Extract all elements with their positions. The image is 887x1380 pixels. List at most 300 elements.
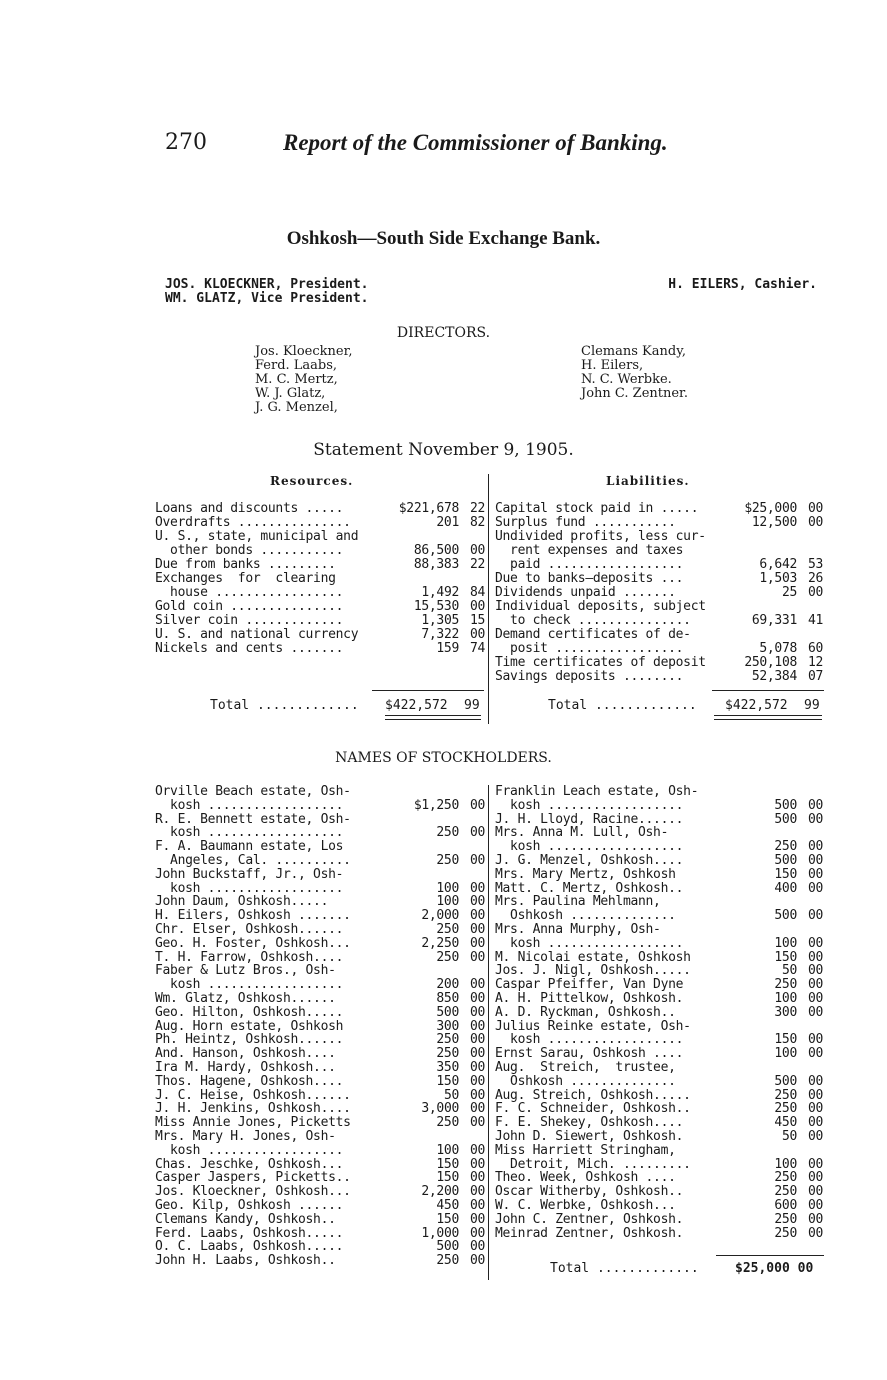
resources-double-rule [385,715,481,720]
entry-cents: 00 [807,1198,823,1213]
liabilities-total-rule [712,690,824,691]
entry-label: kosh .................. [155,977,344,993]
entry-dollars: 50 [781,963,797,979]
entry-label: O. C. Laabs, Oshkosh..... [155,1239,344,1255]
entry-label: F. E. Shekey, Oshkosh.... [495,1115,684,1131]
resources-row [155,586,485,600]
page-number: 270 [165,130,207,155]
stockholder-row [155,1130,485,1144]
entry-label: Jos. Kloeckner, Oshkosh... [155,1184,351,1200]
entry-label: other bonds ........... [155,543,344,558]
liabilities-row [495,642,823,656]
entry-label: Wm. Glatz, Oshkosh...... [155,991,336,1006]
entry-label: Silver coin ............. [155,613,344,628]
director-name: M. C. Mertz, [255,372,338,387]
entry-label: J. H. Lloyd, Racine...... [495,811,684,827]
entry-label: posit ................. [495,641,684,656]
entry-cents: 00 [469,894,485,910]
entry-label: paid .................. [495,557,684,572]
entry-cents: 00 [469,949,485,965]
director-name: Clemans Kandy, [581,344,686,359]
entry-cents: 00 [469,1115,485,1131]
stockholder-row [155,992,485,1006]
entry-dollars: 69,331 [751,613,797,628]
entry-label: Time certificates of deposit [495,655,706,670]
stockholder-row [155,785,485,799]
entry-label: A. H. Pittelkow, Oshkosh. [495,991,684,1006]
entry-cents: 00 [469,1060,485,1075]
entry-cents: 00 [469,797,485,813]
resources-total-cents: 99 [464,698,480,713]
entry-cents: 22 [469,557,485,572]
stockholder-row [495,1130,823,1144]
stockholders-heading: NAMES OF STOCKHOLDERS. [335,750,552,766]
entry-label: Capital stock paid in ..... [495,501,699,516]
entry-dollars: 250 [774,977,797,993]
entry-cents: 00 [807,1156,823,1172]
entry-label: M. Nicolai estate, Oshkosh [495,949,691,965]
entry-label: T. H. Farrow, Oshkosh.... [155,949,344,965]
entry-dollars: 500 [436,1239,459,1255]
entry-label: John Daum, Oshkosh..... [155,894,329,910]
stockholder-row [495,799,823,813]
statement-column-divider [488,474,489,724]
director-name: John C. Zentner. [581,386,688,401]
entry-label: Miss Harriett Stringham, [495,1142,676,1158]
entry-cents: 07 [807,669,823,684]
entry-dollars: 25 [781,585,797,600]
entry-label: John H. Laabs, Oshkosh.. [155,1253,336,1269]
entry-dollars: 250 [774,1101,797,1117]
resources-row [155,614,485,628]
entry-cents: 12 [807,655,823,670]
entry-cents: 00 [807,1129,823,1144]
directors-right-list [581,345,688,401]
entry-dollars: 500 [774,797,797,813]
director-name: W. J. Glatz, [255,386,326,401]
resources-total-label: Total ............. [210,698,359,713]
entry-label: kosh .................. [155,880,344,896]
entry-label: John C. Zentner, Oshkosh. [495,1211,684,1227]
entry-label: Theo. Week, Oshkosh .... [495,1170,676,1186]
stockholder-row [155,868,485,882]
entry-dollars: 500 [774,811,797,827]
director-name: J. G. Menzel, [255,400,338,415]
stockholder-row [155,1144,485,1158]
entry-label: to check ............... [495,613,691,628]
entry-cents: 00 [469,1046,485,1062]
resources-row [155,642,485,656]
entry-label: Casper Jaspers, Picketts.. [155,1170,351,1186]
stockholders-column-divider [488,785,489,1280]
entry-cents: 00 [807,1115,823,1131]
entry-cents: 00 [469,935,485,951]
entry-label: Aug. Streich, trustee, [495,1060,676,1075]
entry-label: Savings deposits ........ [495,669,684,684]
entry-dollars: 1,492 [421,585,459,600]
stockholder-row [495,854,823,868]
entry-label: Overdrafts ............... [155,515,351,530]
stockholder-row [155,799,485,813]
entry-dollars: 201 [436,515,459,530]
entry-cents: 00 [469,880,485,896]
entry-cents: 00 [807,866,823,882]
resources-row [155,572,485,586]
entry-dollars: 250,108 [744,655,797,670]
entry-label: A. D. Ryckman, Oshkosh.. [495,1004,676,1020]
entry-cents: 00 [469,1225,485,1241]
liabilities-total-label: Total ............. [548,698,697,713]
stockholder-row [495,1061,823,1075]
entry-cents: 00 [807,1087,823,1103]
entry-cents: 00 [469,1198,485,1213]
entry-cents: 00 [469,627,485,642]
entry-label: Loans and discounts ..... [155,501,344,516]
entry-label: Oscar Witherby, Oshkosh.. [495,1184,684,1200]
entry-label: kosh .................. [155,825,344,841]
liabilities-row [495,516,823,530]
liabilities-row [495,558,823,572]
entry-label: U. S. and national currency [155,627,359,642]
resources-total-rule [372,690,484,691]
entry-cents: 00 [469,1184,485,1200]
stockholder-row [495,992,823,1006]
entry-label: Geo. Kilp, Oshkosh ...... [155,1198,344,1213]
entry-cents: 00 [469,1018,485,1034]
entry-dollars: 52,384 [751,669,797,684]
entry-dollars: 7,322 [421,627,459,642]
entry-dollars: 2,200 [421,1184,459,1200]
entry-cents: 00 [807,963,823,979]
entry-cents: 00 [469,853,485,868]
entry-cents: 00 [807,839,823,855]
entry-dollars: 2,250 [421,935,459,951]
entry-cents: 84 [469,585,485,600]
entry-label: Chr. Elser, Oshkosh...... [155,922,344,937]
entry-cents: 00 [469,1004,485,1020]
director-name: H. Eilers, [581,358,644,373]
stockholder-row [495,1144,823,1158]
entry-dollars: 150 [436,1156,459,1172]
entry-dollars: 500 [774,853,797,868]
entry-cents: 00 [469,977,485,993]
report-title: Report of the Commissioner of Banking. [283,130,668,155]
entry-cents: 00 [469,1101,485,1117]
entry-label: Meinrad Zentner, Oshkosh. [495,1225,684,1241]
entry-cents: 00 [807,1032,823,1048]
entry-dollars: 5,078 [759,641,797,656]
entry-dollars: 250 [774,839,797,855]
liabilities-row [495,530,823,544]
entry-dollars: 250 [774,1184,797,1200]
entry-label: Geo. H. Foster, Oshkosh... [155,935,351,951]
entry-label: Detroit, Mich. ......... [495,1156,691,1172]
entry-dollars: 150 [436,1211,459,1227]
directors-heading: DIRECTORS. [396,325,491,341]
entry-label: Aug. Streich, Oshkosh..... [495,1087,691,1103]
entry-dollars: 100 [436,880,459,896]
liabilities-row [495,586,823,600]
entry-dollars: 450 [436,1198,459,1213]
entry-dollars: 150 [774,866,797,882]
entry-label: Dividends unpaid ....... [495,585,676,600]
entry-label: Undivided profits, less cur- [495,529,706,544]
statement-title: Statement November 9, 1905. [313,440,574,460]
entry-cents: 00 [807,1004,823,1020]
entry-label: H. Eilers, Oshkosh ....... [155,908,351,924]
entry-cents: 00 [469,1073,485,1089]
entry-label: Faber & Lutz Bros., Osh- [155,963,336,979]
entry-label: kosh .................. [495,1032,684,1048]
entry-cents: 26 [807,571,823,586]
entry-cents: 00 [469,922,485,937]
liabilities-heading: Liabilities. [606,474,690,488]
entry-dollars: 250 [774,1211,797,1227]
entry-label: John Buckstaff, Jr., Osh- [155,866,344,882]
entry-label: kosh .................. [495,839,684,855]
officer-vice-president: WM. GLATZ, Vice President. [165,291,369,306]
director-name: Jos. Kloeckner, [255,344,353,359]
entry-label: Due from banks ......... [155,557,336,572]
entry-label: Ph. Heintz, Oshkosh...... [155,1032,344,1048]
entry-dollars: 400 [774,880,797,896]
liabilities-row [495,628,823,642]
entry-label: Mrs. Anna Murphy, Osh- [495,922,661,937]
entry-label: Ferd. Laabs, Oshkosh..... [155,1225,344,1241]
entry-cents: 00 [469,1239,485,1255]
resources-row [155,600,485,614]
liabilities-double-rule [714,715,822,720]
entry-dollars: 2,000 [421,908,459,924]
entry-dollars: 50 [443,1087,459,1103]
entry-cents: 00 [807,1073,823,1089]
entry-cents: 00 [469,599,485,614]
stockholder-row [495,937,823,951]
stockholder-row [155,1213,485,1227]
entry-dollars: 100 [774,991,797,1006]
entry-label: Franklin Leach estate, Osh- [495,784,699,799]
stockholder-row [155,1199,485,1213]
entry-label: Chas. Jeschke, Oshkosh... [155,1156,344,1172]
entry-label: Due to banks—deposits ... [495,571,684,586]
entry-cents: 00 [807,1101,823,1117]
entry-dollars: 1,503 [759,571,797,586]
directors-left-list [255,345,353,415]
entry-dollars: 250 [436,1032,459,1048]
entry-dollars: 300 [774,1004,797,1020]
entry-label: Oshkosh .............. [495,908,676,924]
entry-cents: 00 [807,880,823,896]
entry-label: Mrs. Anna M. Lull, Osh- [495,825,669,841]
entry-cents: 00 [469,1156,485,1172]
liabilities-row [495,502,823,516]
director-name: N. C. Werbke. [581,372,672,387]
entry-label: Mrs. Mary Mertz, Oshkosh [495,866,676,882]
entry-label: kosh .................. [155,1142,344,1158]
resources-row [155,516,485,530]
stockholders-total-rule [716,1255,824,1256]
entry-cents: 00 [807,908,823,924]
stockholder-row [495,1075,823,1089]
entry-label: U. S., state, municipal and [155,529,359,544]
bank-title: Oshkosh—South Side Exchange Bank. [286,228,601,249]
entry-label: W. C. Werbke, Oshkosh... [495,1198,676,1213]
entry-dollars: 1,000 [421,1225,459,1241]
entry-dollars: $25,000 [744,501,797,516]
resources-heading: Resources. [270,474,354,488]
entry-dollars: 250 [774,1170,797,1186]
entry-dollars: 12,500 [751,515,797,530]
liabilities-row [495,670,823,684]
entry-dollars: 300 [436,1018,459,1034]
entry-cents: 00 [807,1211,823,1227]
entry-cents: 00 [807,515,823,530]
liabilities-row [495,656,823,670]
entry-label: Julius Reinke estate, Osh- [495,1018,691,1034]
entry-label: Mrs. Mary H. Jones, Osh- [155,1129,336,1144]
entry-label: Aug. Horn estate, Oshkosh [155,1018,344,1034]
entry-dollars: $1,250 [413,797,459,813]
entry-label: kosh .................. [155,797,344,813]
entry-dollars: 850 [436,991,459,1006]
liabilities-row [495,544,823,558]
entry-dollars: 250 [436,1253,459,1269]
entry-dollars: 250 [774,1225,797,1241]
entry-cents: 00 [807,1046,823,1062]
entry-dollars: 250 [436,949,459,965]
resources-row [155,544,485,558]
entry-label: J. C. Heise, Oshkosh...... [155,1087,351,1103]
entry-dollars: 150 [774,1032,797,1048]
stockholder-row [495,1227,823,1241]
entry-label: F. A. Baumann estate, Los [155,839,344,855]
entry-label: John D. Siewert, Oshkosh. [495,1129,684,1144]
officer-president: JOS. KLOECKNER, President. [165,277,369,292]
entry-dollars: 1,305 [421,613,459,628]
entry-dollars: 100 [436,1142,459,1158]
entry-cents: 00 [807,811,823,827]
entry-label: kosh .................. [495,797,684,813]
stockholder-row [495,1006,823,1020]
stockholder-row [495,1213,823,1227]
entry-cents: 00 [469,908,485,924]
resources-total-dollars: $422,572 [385,698,448,713]
entry-label: Demand certificates of de- [495,627,691,642]
entry-dollars: 15,530 [413,599,459,614]
stockholder-row [155,937,485,951]
entry-label: Individual deposits, subject [495,599,706,614]
entry-label: Nickels and cents ....... [155,641,344,656]
entry-cents: 82 [469,515,485,530]
entry-cents: 00 [469,1032,485,1048]
entry-dollars: 100 [774,935,797,951]
stockholder-row [495,868,823,882]
stockholder-row [155,1254,485,1268]
stockholders-total-amount: $25,000 00 [735,1261,814,1276]
entry-label: rent expenses and taxes [495,543,684,558]
entry-dollars: 3,000 [421,1101,459,1117]
entry-label: R. E. Bennett estate, Osh- [155,811,351,827]
entry-cents: 53 [807,557,823,572]
entry-dollars: 86,500 [413,543,459,558]
entry-dollars: 350 [436,1060,459,1075]
entry-label: Matt. C. Mertz, Oshkosh.. [495,880,684,896]
liabilities-total-cents: 99 [804,698,820,713]
entry-dollars: 6,642 [759,557,797,572]
entry-label: Thos. Hagene, Oshkosh.... [155,1073,344,1089]
entry-cents: 00 [469,1087,485,1103]
entry-dollars: 50 [781,1129,797,1144]
entry-label: Mrs. Paulina Mehlmann, [495,894,661,910]
entry-cents: 00 [807,977,823,993]
entry-cents: 41 [807,613,823,628]
entry-cents: 74 [469,641,485,656]
entry-dollars: 250 [774,1087,797,1103]
entry-dollars: 500 [436,1004,459,1020]
entry-label: Gold coin ............... [155,599,344,614]
entry-cents: 60 [807,641,823,656]
entry-label: J. G. Menzel, Oshkosh.... [495,853,684,868]
entry-dollars: 500 [774,908,797,924]
resources-row [155,628,485,642]
entry-label: Oshkosh .............. [495,1073,676,1089]
entry-dollars: 250 [436,1115,459,1131]
entry-dollars: 100 [436,894,459,910]
liabilities-row [495,572,823,586]
entry-cents: 00 [807,1170,823,1186]
stockholder-row [155,923,485,937]
entry-dollars: 250 [436,922,459,937]
entry-label: Orville Beach estate, Osh- [155,784,351,799]
stockholders-total-label: Total ............. [550,1261,699,1276]
liabilities-row [495,600,823,614]
entry-dollars: 450 [774,1115,797,1131]
entry-dollars: 88,383 [413,557,459,572]
entry-dollars: 100 [774,1046,797,1062]
stockholder-row [155,1075,485,1089]
entry-cents: 00 [469,1170,485,1186]
entry-label: F. C. Schneider, Oshkosh.. [495,1101,691,1117]
entry-dollars: 250 [436,853,459,868]
stockholder-row [155,854,485,868]
entry-label: Ira M. Hardy, Oshkosh... [155,1060,336,1075]
entry-dollars: 500 [774,1073,797,1089]
entry-dollars: $221,678 [398,501,459,516]
stockholder-row [495,923,823,937]
entry-label: Miss Annie Jones, Picketts [155,1115,351,1131]
entry-dollars: 100 [774,1156,797,1172]
entry-cents: 00 [807,797,823,813]
page-header [165,130,705,162]
entry-cents: 00 [807,501,823,516]
entry-dollars: 150 [436,1170,459,1186]
entry-label: house ................. [155,585,344,600]
entry-label: Exchanges for clearing [155,571,336,586]
entry-label: And. Hanson, Oshkosh.... [155,1046,336,1062]
entry-label: Jos. J. Nigl, Oshkosh..... [495,963,691,979]
entry-label: Ernst Sarau, Oshkosh .... [495,1046,684,1062]
resources-row [155,558,485,572]
entry-cents: 00 [807,1225,823,1241]
resources-row [155,502,485,516]
entry-cents: 00 [807,853,823,868]
liabilities-row [495,614,823,628]
entry-dollars: 150 [436,1073,459,1089]
stockholder-row [495,785,823,799]
officer-cashier: H. EILERS, Cashier. [668,277,817,292]
liabilities-total-dollars: $422,572 [725,698,788,713]
stockholder-row [155,1006,485,1020]
